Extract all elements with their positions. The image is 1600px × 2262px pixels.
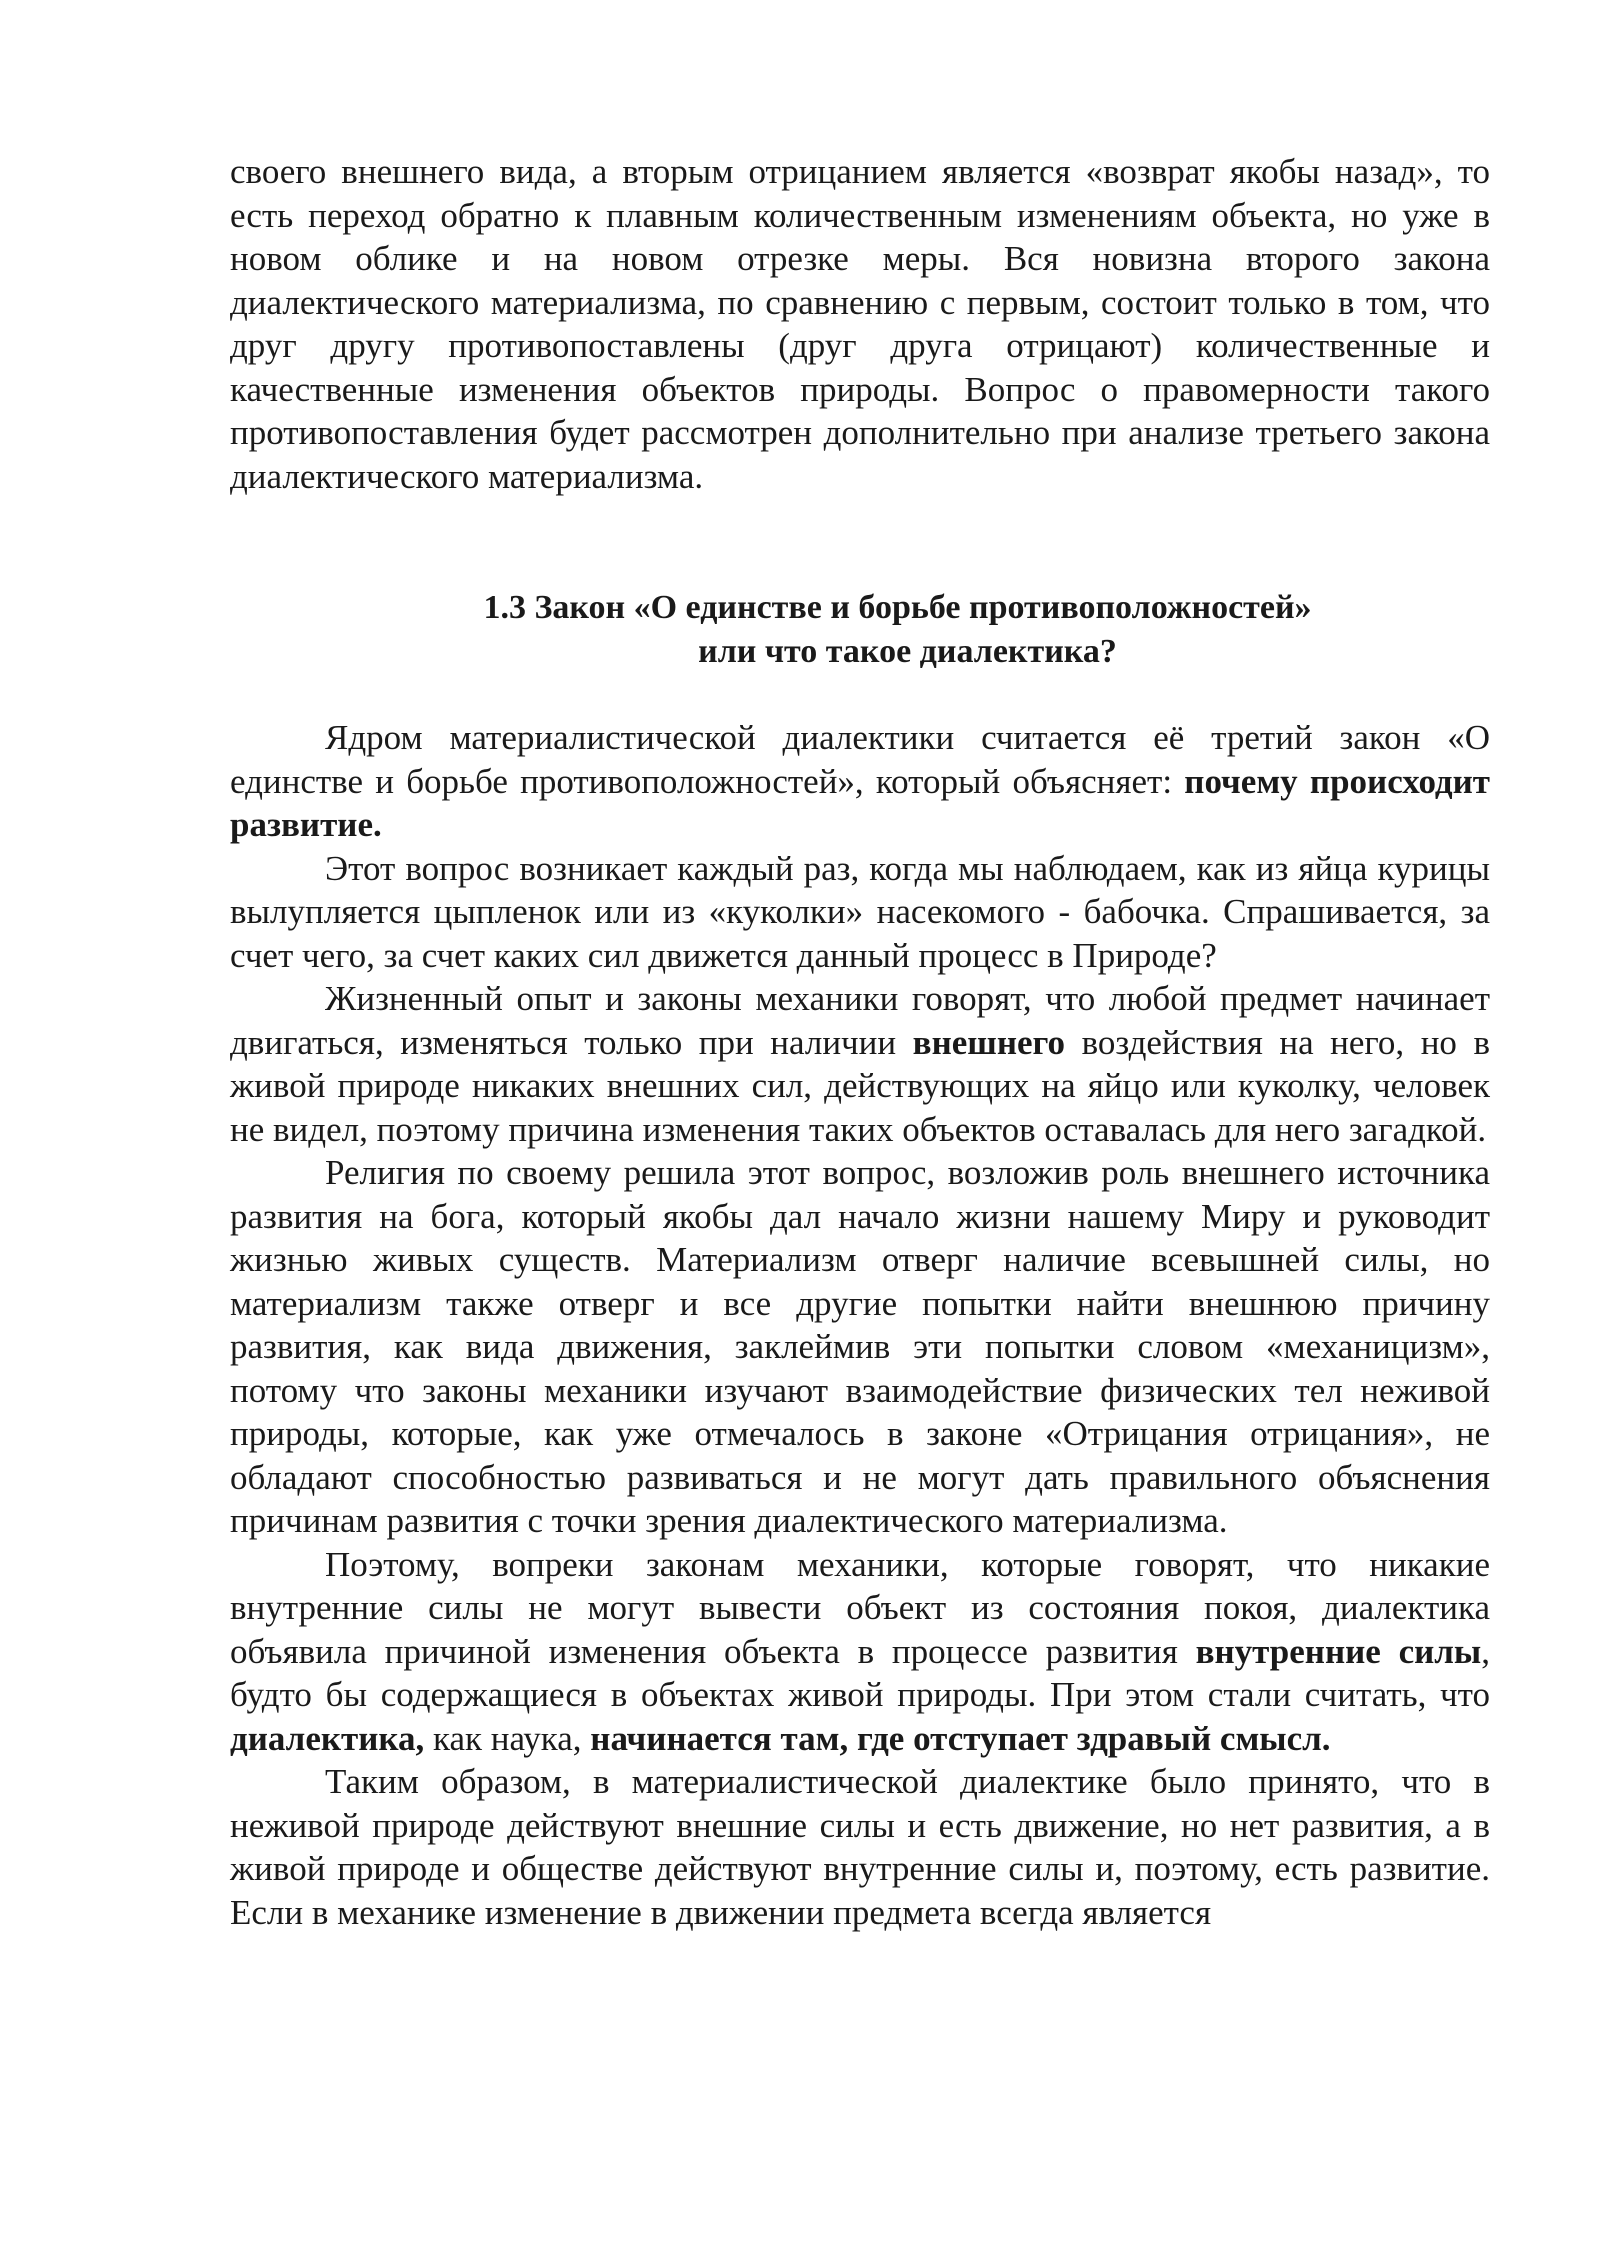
paragraph-5 <box>230 1543 1490 1761</box>
paragraph-3 <box>230 977 1490 1151</box>
paragraph-6: Таким образом, в материалистической диалектике было принято, что в неживой природе действуют внешние силы и есть движение, но нет развития, а в живой природе и обществе действуют внутренние силы и, поэтому, есть развитие. Если в механике изменение в движении предмета всегда является <box>230 1762 1490 1932</box>
paragraph-1-text: Ядром материалистической диалектики считается её третий закон «О единстве и борьбе противоположностей», который объясняет: <box>230 718 1490 801</box>
intro-paragraph: своего внешнего вида, а вторым отрицанием является «возврат якобы назад», то есть переход обратно к плавным количественным изменениям объекта, но уже в новом облике и на новом отрезке меры. Вся новизна второго закона диалектического материализма, по сравнению с первым, состоит только в том, что друг другу противопоставлены (друг друга отрицают) количественные и качественные изменения объектов природы. Вопрос о правомерности такого противопоставления будет рассмотрен дополнительно при анализе третьего закона диалектического материализма. <box>230 152 1490 496</box>
paragraph-5-emphasis-1: внутренние силы <box>1195 1631 1482 1671</box>
paragraph-3-emphasis: внешнего <box>912 1022 1066 1062</box>
paragraph-5-emphasis-2: диалектика, <box>230 1718 425 1758</box>
paragraph-5-text-b: , будто бы содержащиеся в объектах живой природы. При этом стали считать, что <box>230 1631 1490 1714</box>
paragraph-5-emphasis-3: начинается там, где отступает здравый смысл. <box>590 1718 1331 1758</box>
paragraph-4: Религия по своему решила этот вопрос, возложив роль внешнего источника развития на бога, который якобы дал начало жизни нашему Миру и руководит жизнью живых существ. Материализм отверг наличие всевышней силы, но материализм также отверг и все другие попытки найти внешнюю причину развития, как вида движения, заклеймив эти попытки словом «механицизм», потому что законы механики изучают взаимодействие физических тел неживой природы, которые, как уже отмечалось в законе «Отрицания отрицания», не обладают способностью развиваться и не могут дать правильного объяснения причинам развития с точки зрения диалектического материализма. <box>230 1153 1490 1540</box>
section-heading <box>230 586 1490 673</box>
paragraph-3-text-a: Жизненный опыт и законы механики говорят, что любой предмет начинает двигаться, изменяться только при наличии <box>230 979 1490 1062</box>
paragraph-2: Этот вопрос возникает каждый раз, когда мы наблюдаем, как из яйца курицы вылупляется цыпленок или из «куколки» насекомого - бабочка. Спрашивается, за счет чего, за счет каких сил движется данный процесс в Природе? <box>230 848 1490 975</box>
section-heading-line-1: 1.3 Закон «О единстве и борьбе противоположностей» <box>483 589 1312 626</box>
paragraph-5-text-a: Поэтому, вопреки законам механики, которые говорят, что никакие внутренние силы не могут вывести объект из состояния покоя, диалектика объявила причиной изменения объекта в процессе развития <box>230 1544 1490 1671</box>
paragraph-1-emphasis: почему происходит развитие. <box>230 761 1490 844</box>
paragraph-5-text-c: как наука, <box>424 1718 591 1758</box>
section-heading-line-2: или что такое диалектика? <box>698 632 1117 670</box>
paragraph-3-text-b: воздействия на него, но в живой природе никаких внешних сил, действующих на яйцо или куколку, человек не видел, поэтому причина изменения таких объектов оставалась для него загадкой. <box>230 1022 1490 1149</box>
paragraph-1 <box>230 716 1490 847</box>
